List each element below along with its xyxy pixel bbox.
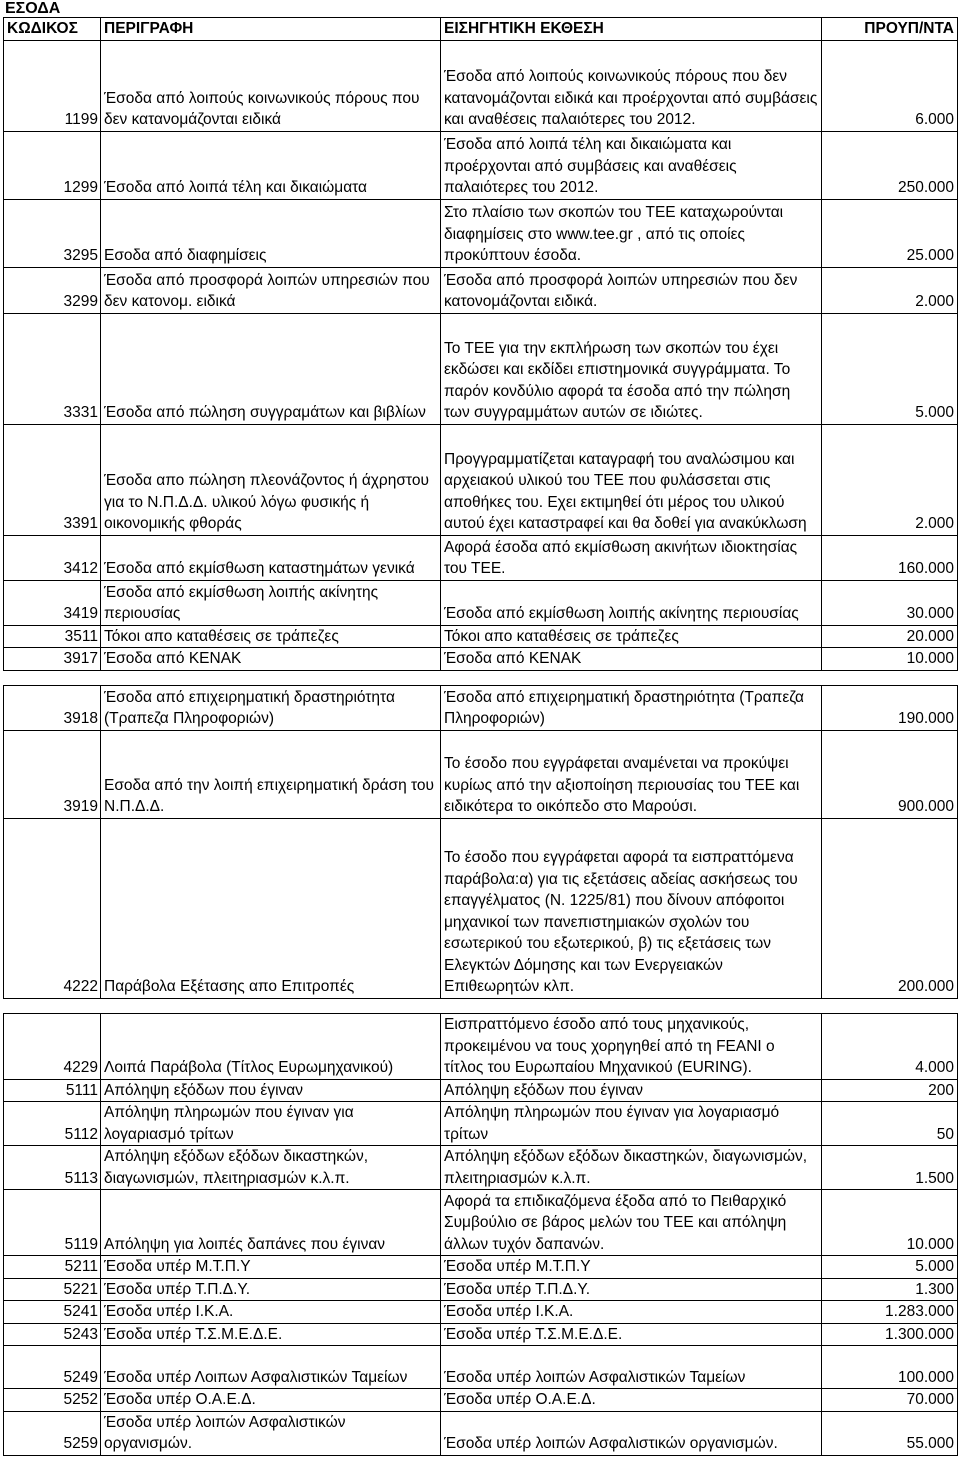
row-report: Έσοδα υπέρ λοιπών Ασφαλιστικών οργανισμών. xyxy=(441,1411,822,1455)
row-report: Απόληψη εξόδων εξόδων δικαστηκών, διαγωνισμών, πλειτηριασμών κ.λ.π. xyxy=(441,1146,822,1190)
row-code: 5111 xyxy=(4,1079,101,1102)
row-amount: 100.000 xyxy=(822,1346,958,1389)
row-description: Λοιπά Παράβολα (Τίτλος Ευρωμηχανικού) xyxy=(101,1013,441,1079)
row-code: 3331 xyxy=(4,313,101,424)
row-amount: 10.000 xyxy=(822,648,958,671)
row-description: Έσοδα υπέρ λοιπών Ασφαλιστικών οργανισμών. xyxy=(101,1411,441,1455)
row-amount: 4.000 xyxy=(822,1013,958,1079)
row-description: Παράβολα Εξέτασης απο Επιτροπές xyxy=(101,818,441,998)
table-row xyxy=(4,648,958,671)
row-amount: 160.000 xyxy=(822,535,958,580)
row-amount: 30.000 xyxy=(822,580,958,625)
row-description: Έσοδα από εκμίσθωση λοιπής ακίνητης περιουσίας xyxy=(101,580,441,625)
table-row xyxy=(4,1079,958,1102)
table-row xyxy=(4,40,958,131)
row-report: Έσοδα υπέρ Τ.Π.Δ.Υ. xyxy=(441,1278,822,1301)
table-row xyxy=(4,1102,958,1146)
row-amount: 1.500 xyxy=(822,1146,958,1190)
row-amount: 1.300 xyxy=(822,1278,958,1301)
header-budget: ΠΡΟΥΠ/ΝΤΑ xyxy=(822,18,958,41)
row-description: Έσοδα υπέρ Λοιπων Ασφαλιστικών Ταμείων xyxy=(101,1346,441,1389)
table-row xyxy=(4,199,958,267)
row-description: Έσοδα υπέρ Ι.Κ.Α. xyxy=(101,1301,441,1324)
row-amount: 190.000 xyxy=(822,685,958,730)
row-report: Έσοδα υπέρ Ο.Α.Ε.Δ. xyxy=(441,1389,822,1412)
row-report: Απόληψη εξόδων που έγιναν xyxy=(441,1079,822,1102)
row-amount: 250.000 xyxy=(822,131,958,199)
table-row xyxy=(4,1389,958,1412)
row-code: 3295 xyxy=(4,199,101,267)
row-amount: 6.000 xyxy=(822,40,958,131)
row-code: 3511 xyxy=(4,625,101,648)
row-amount: 50 xyxy=(822,1102,958,1146)
table-row xyxy=(4,1256,958,1279)
row-description: Απόληψη εξόδων που έγιναν xyxy=(101,1079,441,1102)
table-row xyxy=(4,580,958,625)
table-row xyxy=(4,131,958,199)
row-report: Στο πλαίσιο των σκοπών του ΤΕΕ καταχωρούνται διαφημίσεις στο www.tee.gr , από τις οποίες προκύπτουν έσοδα. xyxy=(441,199,822,267)
row-description: Έσοδα υπέρ Τ.Π.Δ.Υ. xyxy=(101,1278,441,1301)
row-report: Αφορά τα επιδικαζόμενα έξοδα από το Πειθαρχικό Συμβούλιο σε βάρος μελών του ΤΕΕ και απόληψη άλλων τυχόν δαπανών. xyxy=(441,1190,822,1256)
row-description: Απόληψη πληρωμών που έγιναν για λογαριασμό τρίτων xyxy=(101,1102,441,1146)
row-code: 3412 xyxy=(4,535,101,580)
row-amount: 20.000 xyxy=(822,625,958,648)
row-code: 3918 xyxy=(4,685,101,730)
row-description: Έσοδα από πώληση συγγραμάτων και βιβλίων xyxy=(101,313,441,424)
table-row xyxy=(4,535,958,580)
row-report: Έσοδα από ΚΕΝΑΚ xyxy=(441,648,822,671)
row-code: 4222 xyxy=(4,818,101,998)
row-code: 5119 xyxy=(4,1190,101,1256)
row-description: Έσοδα από λοιπούς κοινωνικούς πόρους που δεν κατανομάζονται ειδικά xyxy=(101,40,441,131)
table-row xyxy=(4,1301,958,1324)
row-description: Έσοδα από προσφορά λοιπών υπηρεσιών που δεν κατονομ. ειδικά xyxy=(101,267,441,313)
row-description: Τόκοι απο καταθέσεις σε τράπεζες xyxy=(101,625,441,648)
row-report: Απόληψη πληρωμών που έγιναν για λογαριασμό τρίτων xyxy=(441,1102,822,1146)
table-row xyxy=(4,1323,958,1346)
row-code: 3919 xyxy=(4,730,101,818)
row-code: 1299 xyxy=(4,131,101,199)
row-report: Το έσοδο που εγγράφεται αναμένεται να προκύψει κυρίως από την αξιοποίηση περιουσίας του ΤΕΕ και ειδικότερα το οικόπεδο στο Μαρούσι. xyxy=(441,730,822,818)
row-report: Έσοδα υπέρ Ι.Κ.Α. xyxy=(441,1301,822,1324)
row-amount: 1.300.000 xyxy=(822,1323,958,1346)
header-code: ΚΩΔΙΚΟΣ xyxy=(4,18,101,41)
row-report: Τόκοι απο καταθέσεις σε τράπεζες xyxy=(441,625,822,648)
row-code: 5112 xyxy=(4,1102,101,1146)
row-report: Έσοδα από εκμίσθωση λοιπής ακίνητης περιουσίας xyxy=(441,580,822,625)
row-description: Έσοδα υπέρ Μ.Τ.Π.Υ xyxy=(101,1256,441,1279)
row-code: 5221 xyxy=(4,1278,101,1301)
row-code: 3917 xyxy=(4,648,101,671)
row-description: Εσοδα από διαφημίσεις xyxy=(101,199,441,267)
row-description: Έσοδα από επιχειρηματική δραστηριότητα (Τραπεζα Πληροφοριών) xyxy=(101,685,441,730)
table-row xyxy=(4,1411,958,1455)
row-report: Έσοδα από επιχειρηματική δραστηριότητα (Τραπεζα Πληροφοριών) xyxy=(441,685,822,730)
table-row xyxy=(4,685,958,730)
row-code: 3391 xyxy=(4,424,101,535)
row-report: Έσοδα από λοιπούς κοινωνικούς πόρους που δεν κατανομάζονται ειδικά και προέρχονται από συμβάσεις και αναθέσεις παλαιότερες του 2012. xyxy=(441,40,822,131)
table-row xyxy=(4,1013,958,1079)
row-code: 5241 xyxy=(4,1301,101,1324)
row-report: Το ΤΕΕ για την εκπλήρωση των σκοπών του έχει εκδώσει και εκδίδει επιστημονικά συγγράμματα. Το παρόν κονδύλιο αφορά τα έσοδα από την πώληση των συγγραμμάτων αυτών σε ιδιώτες. xyxy=(441,313,822,424)
row-description: Έσοδα από εκμίσθωση καταστημάτων γενικά xyxy=(101,535,441,580)
row-code: 5259 xyxy=(4,1411,101,1455)
row-description: Απόληψη για λοιπές δαπάνες που έγιναν xyxy=(101,1190,441,1256)
row-report: Έσοδα από προσφορά λοιπών υπηρεσιών που δεν κατονομάζονται ειδικά. xyxy=(441,267,822,313)
row-report: Έσοδα υπέρ Μ.Τ.Π.Υ xyxy=(441,1256,822,1279)
row-report: Προγγραμματίζεται καταγραφή του αναλώσιμου και αρχειακού υλικού του ΤΕΕ που φυλάσσεται στις αποθήκες του. Εχει εκτιμηθεί ότι μέρος του υλικού αυτού έχει καταστραφεί και θα δοθεί για ανακύκλωση xyxy=(441,424,822,535)
row-amount: 5.000 xyxy=(822,1256,958,1279)
row-amount: 2.000 xyxy=(822,424,958,535)
table-row xyxy=(4,730,958,818)
row-amount: 2.000 xyxy=(822,267,958,313)
table-row xyxy=(4,1346,958,1389)
table-row xyxy=(4,625,958,648)
row-code: 5249 xyxy=(4,1346,101,1389)
row-amount: 25.000 xyxy=(822,199,958,267)
row-amount: 5.000 xyxy=(822,313,958,424)
row-code: 3419 xyxy=(4,580,101,625)
row-amount: 70.000 xyxy=(822,1389,958,1412)
row-report: Έσοδα από λοιπά τέλη και δικαιώματα και προέρχονται από συμβάσεις και αναθέσεις παλαιότερες του 2012. xyxy=(441,131,822,199)
header-description: ΠΕΡΙΓΡΑΦΗ xyxy=(101,18,441,41)
row-amount: 55.000 xyxy=(822,1411,958,1455)
table-row xyxy=(4,313,958,424)
row-description: Έσοδα απο πώληση πλεονάζοντος ή άχρηστου για το Ν.Π.Δ.Δ. υλικού λόγω φυσικής ή οικονομικής φθοράς xyxy=(101,424,441,535)
row-report: Αφορά έσοδα από εκμίσθωση ακινήτων ιδιοκτησίας του ΤΕΕ. xyxy=(441,535,822,580)
page-title: ΕΣΟΔΑ xyxy=(5,0,61,17)
row-code: 5252 xyxy=(4,1389,101,1412)
row-amount: 200 xyxy=(822,1079,958,1102)
row-amount: 1.283.000 xyxy=(822,1301,958,1324)
table-row xyxy=(4,424,958,535)
row-amount: 10.000 xyxy=(822,1190,958,1256)
row-description: Εσοδα από την λοιπή επιχειρηματική δράση του Ν.Π.Δ.Δ. xyxy=(101,730,441,818)
header-report: ΕΙΣΗΓΗΤΙΚΗ ΕΚΘΕΣΗ xyxy=(441,18,822,41)
table-row xyxy=(4,1278,958,1301)
row-code: 4229 xyxy=(4,1013,101,1079)
row-report: Έσοδα υπέρ λοιπών Ασφαλιστικών Ταμείων xyxy=(441,1346,822,1389)
header-row xyxy=(4,18,958,41)
row-description: Απόληψη εξόδων εξόδων δικαστηκών, διαγωνισμών, πλειτηριασμών κ.λ.π. xyxy=(101,1146,441,1190)
spacer-row xyxy=(4,670,958,685)
table-row xyxy=(4,267,958,313)
revenue-table xyxy=(3,17,958,1456)
row-code: 5211 xyxy=(4,1256,101,1279)
row-amount: 900.000 xyxy=(822,730,958,818)
row-code: 5113 xyxy=(4,1146,101,1190)
row-report: Το έσοδο που εγγράφεται αφορά τα εισπραττόμενα παράβολα:α) για τις εξετάσεις αδείας ασκήσεως του επαγγέλματος (Ν. 1225/81) που δίνουν απόφοιτοι μηχανικοί των πανεπιστημιακών σχολών του εσωτερικού του εξωτερικού, β) τις εξετάσεις των Ελεγκτών Δόμησης και των Ενεργειακών Επιθεωρητών κλπ. xyxy=(441,818,822,998)
row-description: Έσοδα υπέρ Ο.Α.Ε.Δ. xyxy=(101,1389,441,1412)
row-description: Έσοδα από ΚΕΝΑΚ xyxy=(101,648,441,671)
row-report: Έσοδα υπέρ Τ.Σ.Μ.Ε.Δ.Ε. xyxy=(441,1323,822,1346)
table-row xyxy=(4,1190,958,1256)
row-code: 5243 xyxy=(4,1323,101,1346)
row-amount: 200.000 xyxy=(822,818,958,998)
row-code: 3299 xyxy=(4,267,101,313)
row-code: 1199 xyxy=(4,40,101,131)
table-row xyxy=(4,1146,958,1190)
spacer-row xyxy=(4,998,958,1013)
row-description: Έσοδα υπέρ Τ.Σ.Μ.Ε.Δ.Ε. xyxy=(101,1323,441,1346)
table-row xyxy=(4,818,958,998)
row-report: Εισπραττόμενο έσοδο από τους μηχανικούς, προκειμένου να τους χορηγηθεί από τη FEANI ο τίτλος του Ευρωπαίου Μηχανικού (EURING). xyxy=(441,1013,822,1079)
row-description: Έσοδα από λοιπά τέλη και δικαιώματα xyxy=(101,131,441,199)
